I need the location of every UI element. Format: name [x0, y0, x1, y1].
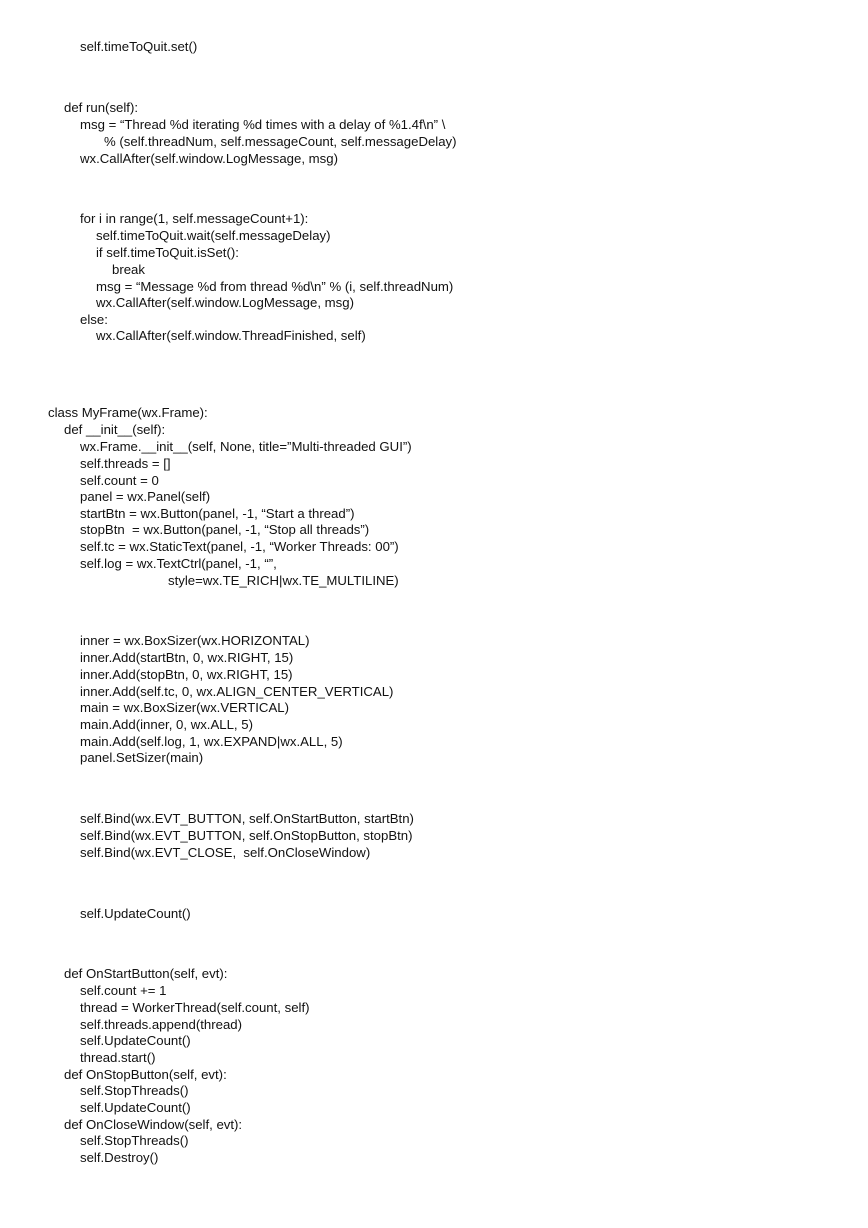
code-line: panel.SetSizer(main) [80, 750, 204, 765]
code-line: self.count += 1 [80, 983, 167, 998]
code-line: inner.Add(self.tc, 0, wx.ALIGN_CENTER_VERTICAL) [80, 684, 394, 699]
code-line: thread.start() [80, 1050, 156, 1065]
code-line: startBtn = wx.Button(panel, -1, “Start a thread”) [80, 506, 355, 521]
code-line: else: [80, 312, 108, 327]
code-line: break [112, 262, 145, 277]
code-line: % (self.threadNum, self.messageCount, self.messageDelay) [104, 134, 457, 149]
code-line: def run(self): [64, 100, 139, 115]
code-line: main.Add(inner, 0, wx.ALL, 5) [80, 717, 253, 732]
code-line: if self.timeToQuit.isSet(): [96, 245, 239, 260]
code-line: inner.Add(stopBtn, 0, wx.RIGHT, 15) [80, 667, 293, 682]
code-line: for i in range(1, self.messageCount+1): [80, 211, 309, 226]
code-line: self.log = wx.TextCtrl(panel, -1, “”, [80, 556, 277, 571]
code-line: self.timeToQuit.set() [80, 39, 198, 54]
code-line: inner = wx.BoxSizer(wx.HORIZONTAL) [80, 633, 310, 648]
code-line: self.tc = wx.StaticText(panel, -1, “Worker Threads: 00”) [80, 539, 399, 554]
code-line: self.UpdateCount() [80, 1033, 191, 1048]
code-line: wx.Frame.__init__(self, None, title=”Multi-threaded GUI”) [80, 439, 412, 454]
code-line: self.StopThreads() [80, 1133, 189, 1148]
code-line: style=wx.TE_RICH|wx.TE_MULTILINE) [168, 573, 399, 588]
code-line: def __init__(self): [64, 422, 166, 437]
code-line: self.Bind(wx.EVT_CLOSE, self.OnCloseWindow) [80, 845, 371, 860]
code-line: self.UpdateCount() [80, 1100, 191, 1115]
code-line: inner.Add(startBtn, 0, wx.RIGHT, 15) [80, 650, 294, 665]
code-line: def OnCloseWindow(self, evt): [64, 1117, 243, 1132]
code-line: self.Destroy() [80, 1150, 159, 1165]
code-line: main = wx.BoxSizer(wx.VERTICAL) [80, 700, 289, 715]
code-line: msg = “Thread %d iterating %d times with a delay of %1.4f\n” \ [80, 117, 446, 132]
code-line: thread = WorkerThread(self.count, self) [80, 1000, 310, 1015]
code-line: wx.CallAfter(self.window.ThreadFinished, self) [96, 328, 366, 343]
code-line: def OnStopButton(self, evt): [64, 1067, 227, 1082]
code-line: wx.CallAfter(self.window.LogMessage, msg) [96, 295, 354, 310]
code-line: class MyFrame(wx.Frame): [48, 405, 208, 420]
code-line: self.Bind(wx.EVT_BUTTON, self.OnStartButton, startBtn) [80, 811, 414, 826]
code-line: main.Add(self.log, 1, wx.EXPAND|wx.ALL, 5) [80, 734, 343, 749]
code-line: def OnStartButton(self, evt): [64, 966, 228, 981]
code-line: self.Bind(wx.EVT_BUTTON, self.OnStopButton, stopBtn) [80, 828, 413, 843]
code-line: self.StopThreads() [80, 1083, 189, 1098]
code-line: self.threads = [] [80, 456, 171, 471]
code-line: stopBtn = wx.Button(panel, -1, “Stop all threads”) [80, 522, 370, 537]
code-line: self.threads.append(thread) [80, 1017, 243, 1032]
code-line: wx.CallAfter(self.window.LogMessage, msg) [80, 151, 338, 166]
code-line: self.timeToQuit.wait(self.messageDelay) [96, 228, 331, 243]
code-line: self.UpdateCount() [80, 906, 191, 921]
code-line: msg = “Message %d from thread %d\n” % (i, self.threadNum) [96, 279, 454, 294]
code-line: self.count = 0 [80, 473, 159, 488]
code-line: panel = wx.Panel(self) [80, 489, 211, 504]
